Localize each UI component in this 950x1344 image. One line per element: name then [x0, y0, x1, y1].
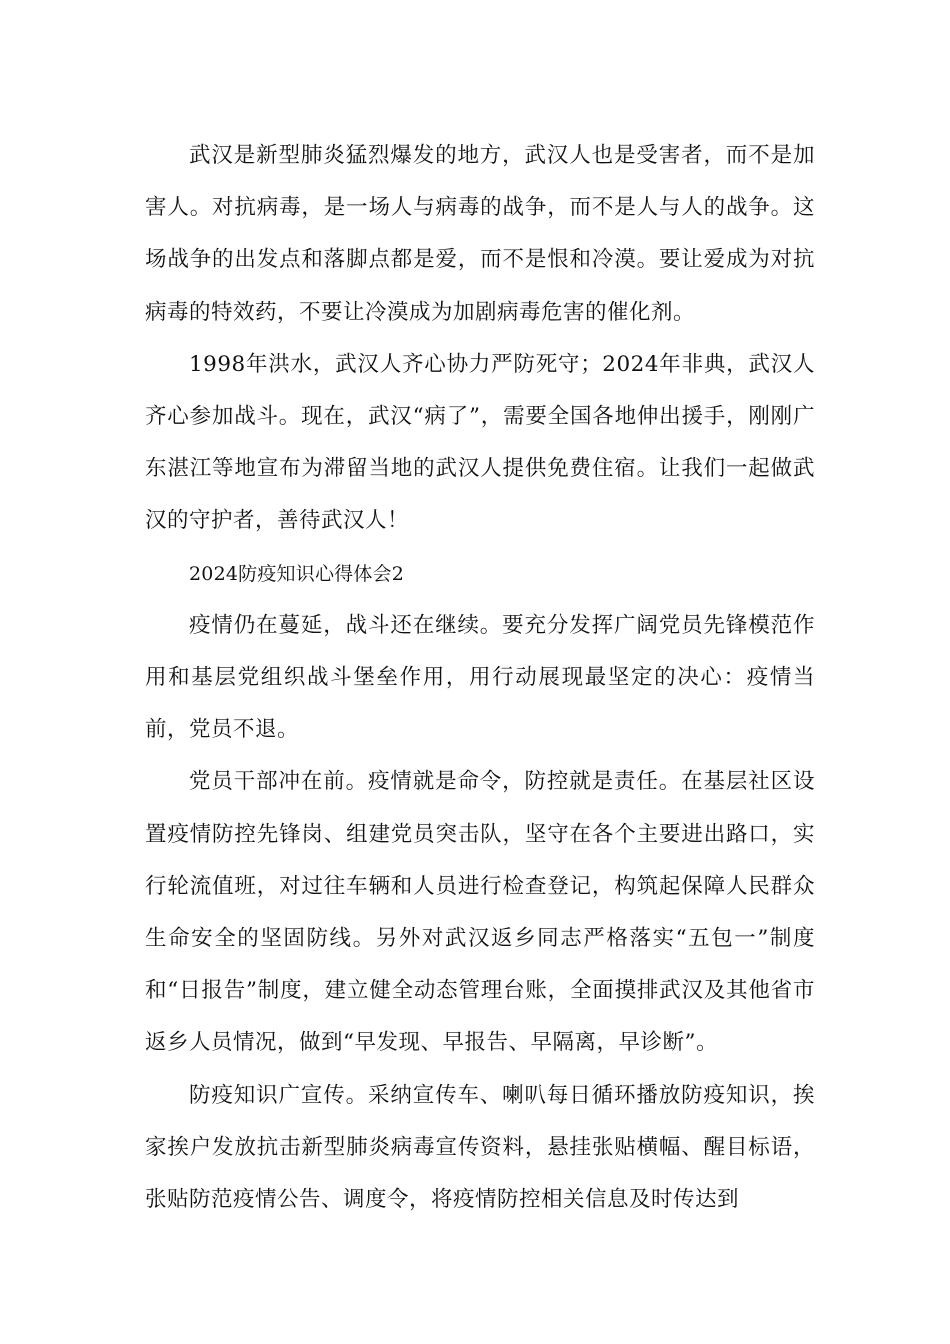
- paragraph-wuhan-history: 1998年洪水，武汉人齐心协力严防死守；2024年非典，武汉人齐心参加战斗。现在，武汉“病了”，需要全国各地伸出援手，刚刚广东湛江等地宣布为滞留当地的武汉人提供免费住宿。让我们一起做武汉的守护者，善待武汉人！: [145, 351, 815, 534]
- paragraph-party-members: 疫情仍在蔓延，战斗还在继续。要充分发挥广阔党员先锋模范作用和基层党组织战斗堡垒作用，用行动展现最坚定的决心：疫情当前，党员不退。: [145, 612, 815, 743]
- paragraph-wuhan-victims: 武汉是新型肺炎猛烈爆发的地方，武汉人也是受害者，而不是加害人。对抗病毒，是一场人与病毒的战争，而不是人与人的战争。这场战争的出发点和落脚点都是爱，而不是恨和冷漠。要让爱成为对抗病毒的特效药，不要让冷漠成为加剧病毒危害的催化剂。: [145, 143, 815, 325]
- paragraph-publicity: 防疫知识广宣传。采纳宣传车、喇叭每日循环播放防疫知识，挨家挨户发放抗击新型肺炎病毒宣传资料，悬挂张贴横幅、醒目标语，张贴防范疫情公告、调度令，将疫情防控相关信息及时传达到: [145, 1082, 815, 1213]
- document-page: [145, 130, 815, 1226]
- paragraph-cadres-front: 党员干部冲在前。疫情就是命令，防控就是责任。在基层社区设置疫情防控先锋岗、组建党员突击队，坚守在各个主要进出路口，实行轮流值班，对过往车辆和人员进行检查登记，构筑起保障人民群众生命安全的坚固防线。另外对武汉返乡同志严格落实“五包一”制度和“日报告”制度，建立健全动态管理台账，全面摸排武汉及其他省市返乡人员情况，做到“早发现、早报告、早隔离，早诊断”。: [145, 769, 815, 1056]
- section-heading: 2024防疫知识心得体会2: [189, 562, 405, 585]
